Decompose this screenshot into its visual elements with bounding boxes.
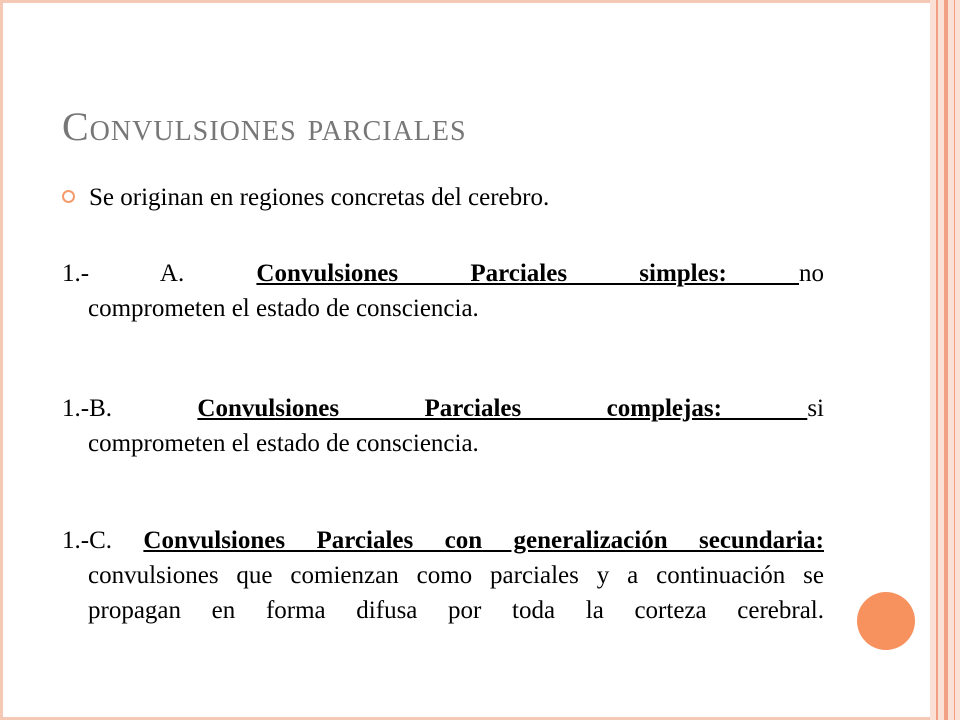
item-text-first: si (807, 395, 824, 422)
bullet-circle-icon (62, 190, 75, 203)
item-text-first: no (799, 260, 824, 287)
stripe-line (944, 0, 948, 720)
item-heading: Convulsiones Parciales complejas: (197, 395, 808, 422)
decorative-circle (857, 592, 915, 650)
list-item-complex (62, 391, 824, 461)
bullet-point (62, 184, 842, 212)
list-item-simple (62, 256, 824, 326)
item-text: comprometen el estado de consciencia. (88, 430, 479, 457)
item-prefix: 1.- A. (62, 260, 257, 287)
stripe-line (954, 0, 955, 720)
item-heading: Convulsiones Parciales con generalización secundaria: (143, 527, 824, 554)
item-text: convulsiones que comienzan como parciales y a continuación se propagan en forma difusa por toda la corteza cerebral. (88, 562, 824, 624)
item-prefix: 1.-C. (62, 527, 144, 554)
item-prefix: 1.-B. (62, 395, 198, 422)
list-item-generalization (62, 523, 824, 628)
slide-title: Convulsiones parciales (62, 104, 467, 149)
stripe-line (936, 0, 938, 720)
item-text: comprometen el estado de consciencia. (88, 295, 479, 322)
item-heading: Convulsiones Parciales simples: (256, 260, 799, 287)
decorative-stripe-band (930, 0, 960, 720)
bullet-text: Se originan en regiones concretas del cerebro. (89, 184, 550, 211)
